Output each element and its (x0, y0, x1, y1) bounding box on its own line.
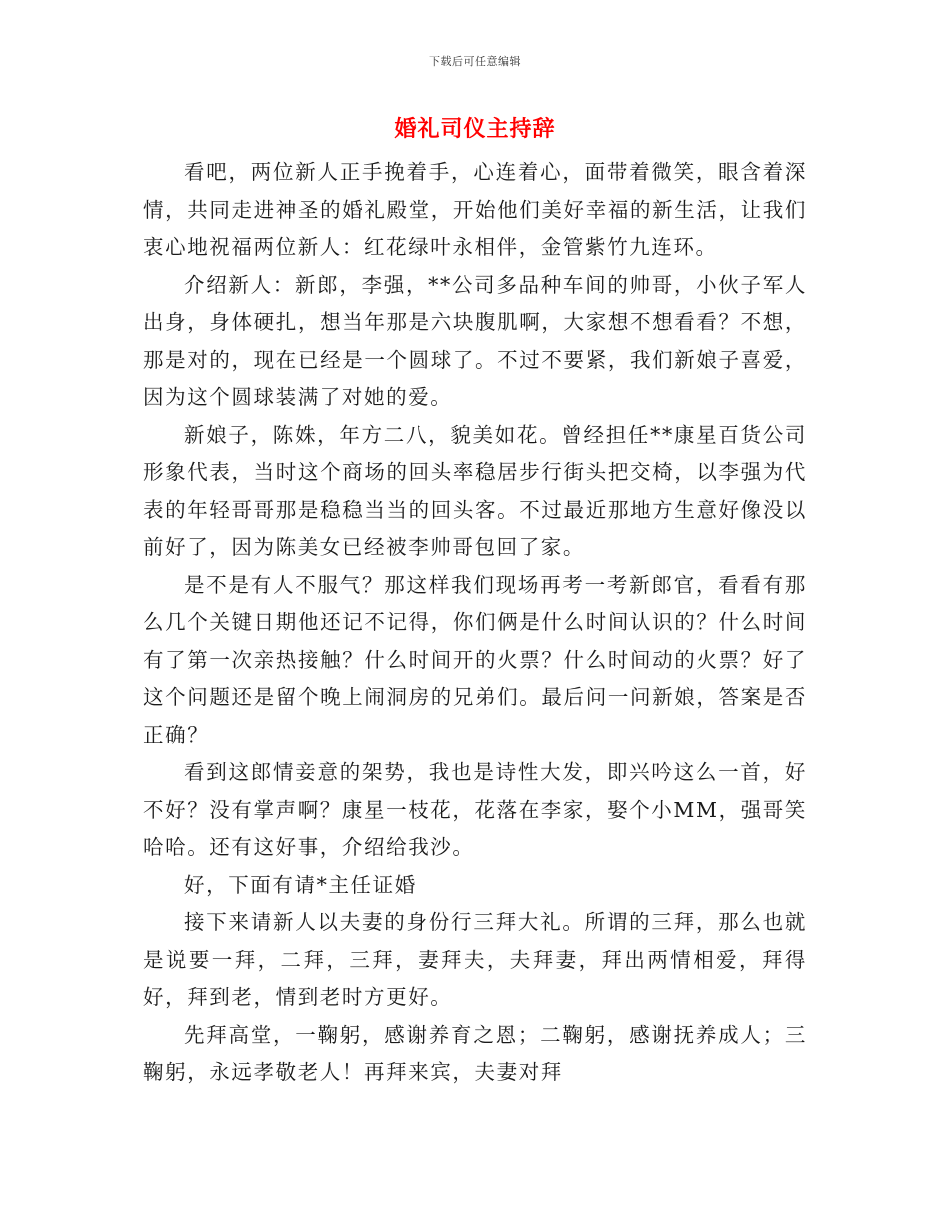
document-body (143, 154, 807, 1092)
paragraph: 接下来请新人以夫妻的身份行三拜大礼。所谓的三拜，那么也就是说要一拜，二拜，三拜，妻拜夫，夫拜妻，拜出两情相爱，拜得好，拜到老，情到老时方更好。 (143, 910, 807, 1009)
paragraph: 看吧，两位新人正手挽着手，心连着心，面带着微笑，眼含着深情，共同走进神圣的婚礼殿堂，开始他们美好幸福的新生活，让我们衷心地祝福两位新人：红花绿叶永相伴，金管紫竹九连环。 (143, 160, 807, 259)
paragraph: 介绍新人：新郎，李强，**公司多品种车间的帅哥，小伙子军人出身，身体硬扎，想当年那是六块腹肌啊，大家想不想看看？不想，那是对的，现在已经是一个圆球了。不过不要紧，我们新娘子喜爱，因为这个圆球装满了对她的爱。 (143, 272, 807, 409)
paragraph: 是不是有人不服气？那这样我们现场再考一考新郎官，看看有那么几个关键日期他还记不记得，你们俩是什么时间认识的？什么时间有了第一次亲热接触？什么时间开的火票？什么时间动的火票？好了这个问题还是留个晚上闹洞房的兄弟们。最后问一问新娘，答案是否正确？ (143, 572, 807, 747)
paragraph: 新娘子，陈姝，年方二八，貌美如花。曾经担任**康星百货公司形象代表，当时这个商场的回头率稳居步行街头把交椅，以李强为代表的年轻哥哥那是稳稳当当的回头客。不过最近那地方生意好像没以前好了，因为陈美女已经被李帅哥包回了家。 (143, 422, 807, 559)
document-title: 婚礼司仪主持辞 (394, 116, 556, 142)
paragraph: 先拜高堂，一鞠躬，感谢养育之恩；二鞠躬，感谢抚养成人；三鞠躬，永远孝敬老人！再拜来宾，夫妻对拜 (143, 1022, 807, 1084)
header-note: 下载后可任意编辑 (429, 55, 521, 68)
paragraph: 看到这郎情妾意的架势，我也是诗性大发，即兴吟这么一首，好不好？没有掌声啊？康星一枝花，花落在李家，娶个小MM，强哥笑哈哈。还有这好事，介绍给我沙。 (143, 760, 807, 859)
paragraph: 好，下面有请*主任证婚 (184, 872, 417, 897)
